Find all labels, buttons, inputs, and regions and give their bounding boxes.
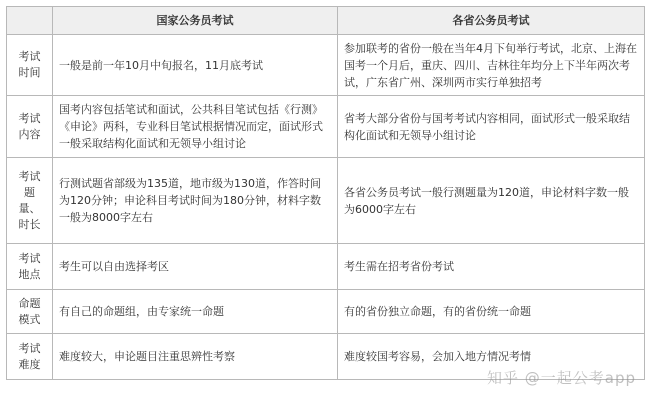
row-label-quantity: 考试 题 量、 时长 [7,158,53,244]
row-label-content: 考试 内容 [7,96,53,158]
cell-provincial-quantity: 各省公务员考试一般行测题量为120道，申论材料字数一般为6000字左右 [338,158,645,244]
header-national: 国家公务员考试 [53,7,338,35]
cell-national-content: 国考内容包括笔试和面试，公共科目笔试包括《行测》《申论》两科，专业科目笔试根据情况而定，面试形式一般采取结构化面试和无领导小组讨论 [53,96,338,158]
table-row [7,96,645,158]
cell-provincial-difficulty: 难度较国考容易，会加入地方情况考情 [338,334,645,380]
header-provincial: 各省公务员考试 [338,7,645,35]
row-label-location: 考试 地点 [7,244,53,290]
row-label-difficulty: 考试 难度 [7,334,53,380]
cell-national-location: 考生可以自由选择考区 [53,244,338,290]
table-row [7,244,645,290]
row-label-time: 考试 时间 [7,35,53,96]
cell-national-time: 一般是前一年10月中旬报名，11月底考试 [53,35,338,96]
watermark: 知乎 @一起公考app [486,369,636,387]
header-corner [7,7,53,35]
row-label-mode: 命题 模式 [7,290,53,334]
cell-provincial-location: 考生需在招考省份考试 [338,244,645,290]
cell-provincial-mode: 有的省份独立命题，有的省份统一命题 [338,290,645,334]
cell-provincial-content: 省考大部分省份与国考考试内容相同，面试形式一般采取结构化面试和无领导小组讨论 [338,96,645,158]
cell-national-quantity: 行测试题省部级为135道，地市级为130道，作答时间为120分钟；申论科目考试时间为180分钟，材料字数一般为8000字左右 [53,158,338,244]
cell-provincial-time: 参加联考的省份一般在当年4月下旬举行考试，北京、上海在国考一个月后，重庆、四川、吉林往年均分上下半年两次考试，广东省广州、深圳两市实行单独招考 [338,35,645,96]
table-row [7,290,645,334]
cell-national-difficulty: 难度较大，申论题目注重思辨性考察 [53,334,338,380]
comparison-table [6,6,645,380]
table-row [7,158,645,244]
header-row [7,7,645,35]
cell-national-mode: 有自己的命题组，由专家统一命题 [53,290,338,334]
table-row [7,35,645,96]
